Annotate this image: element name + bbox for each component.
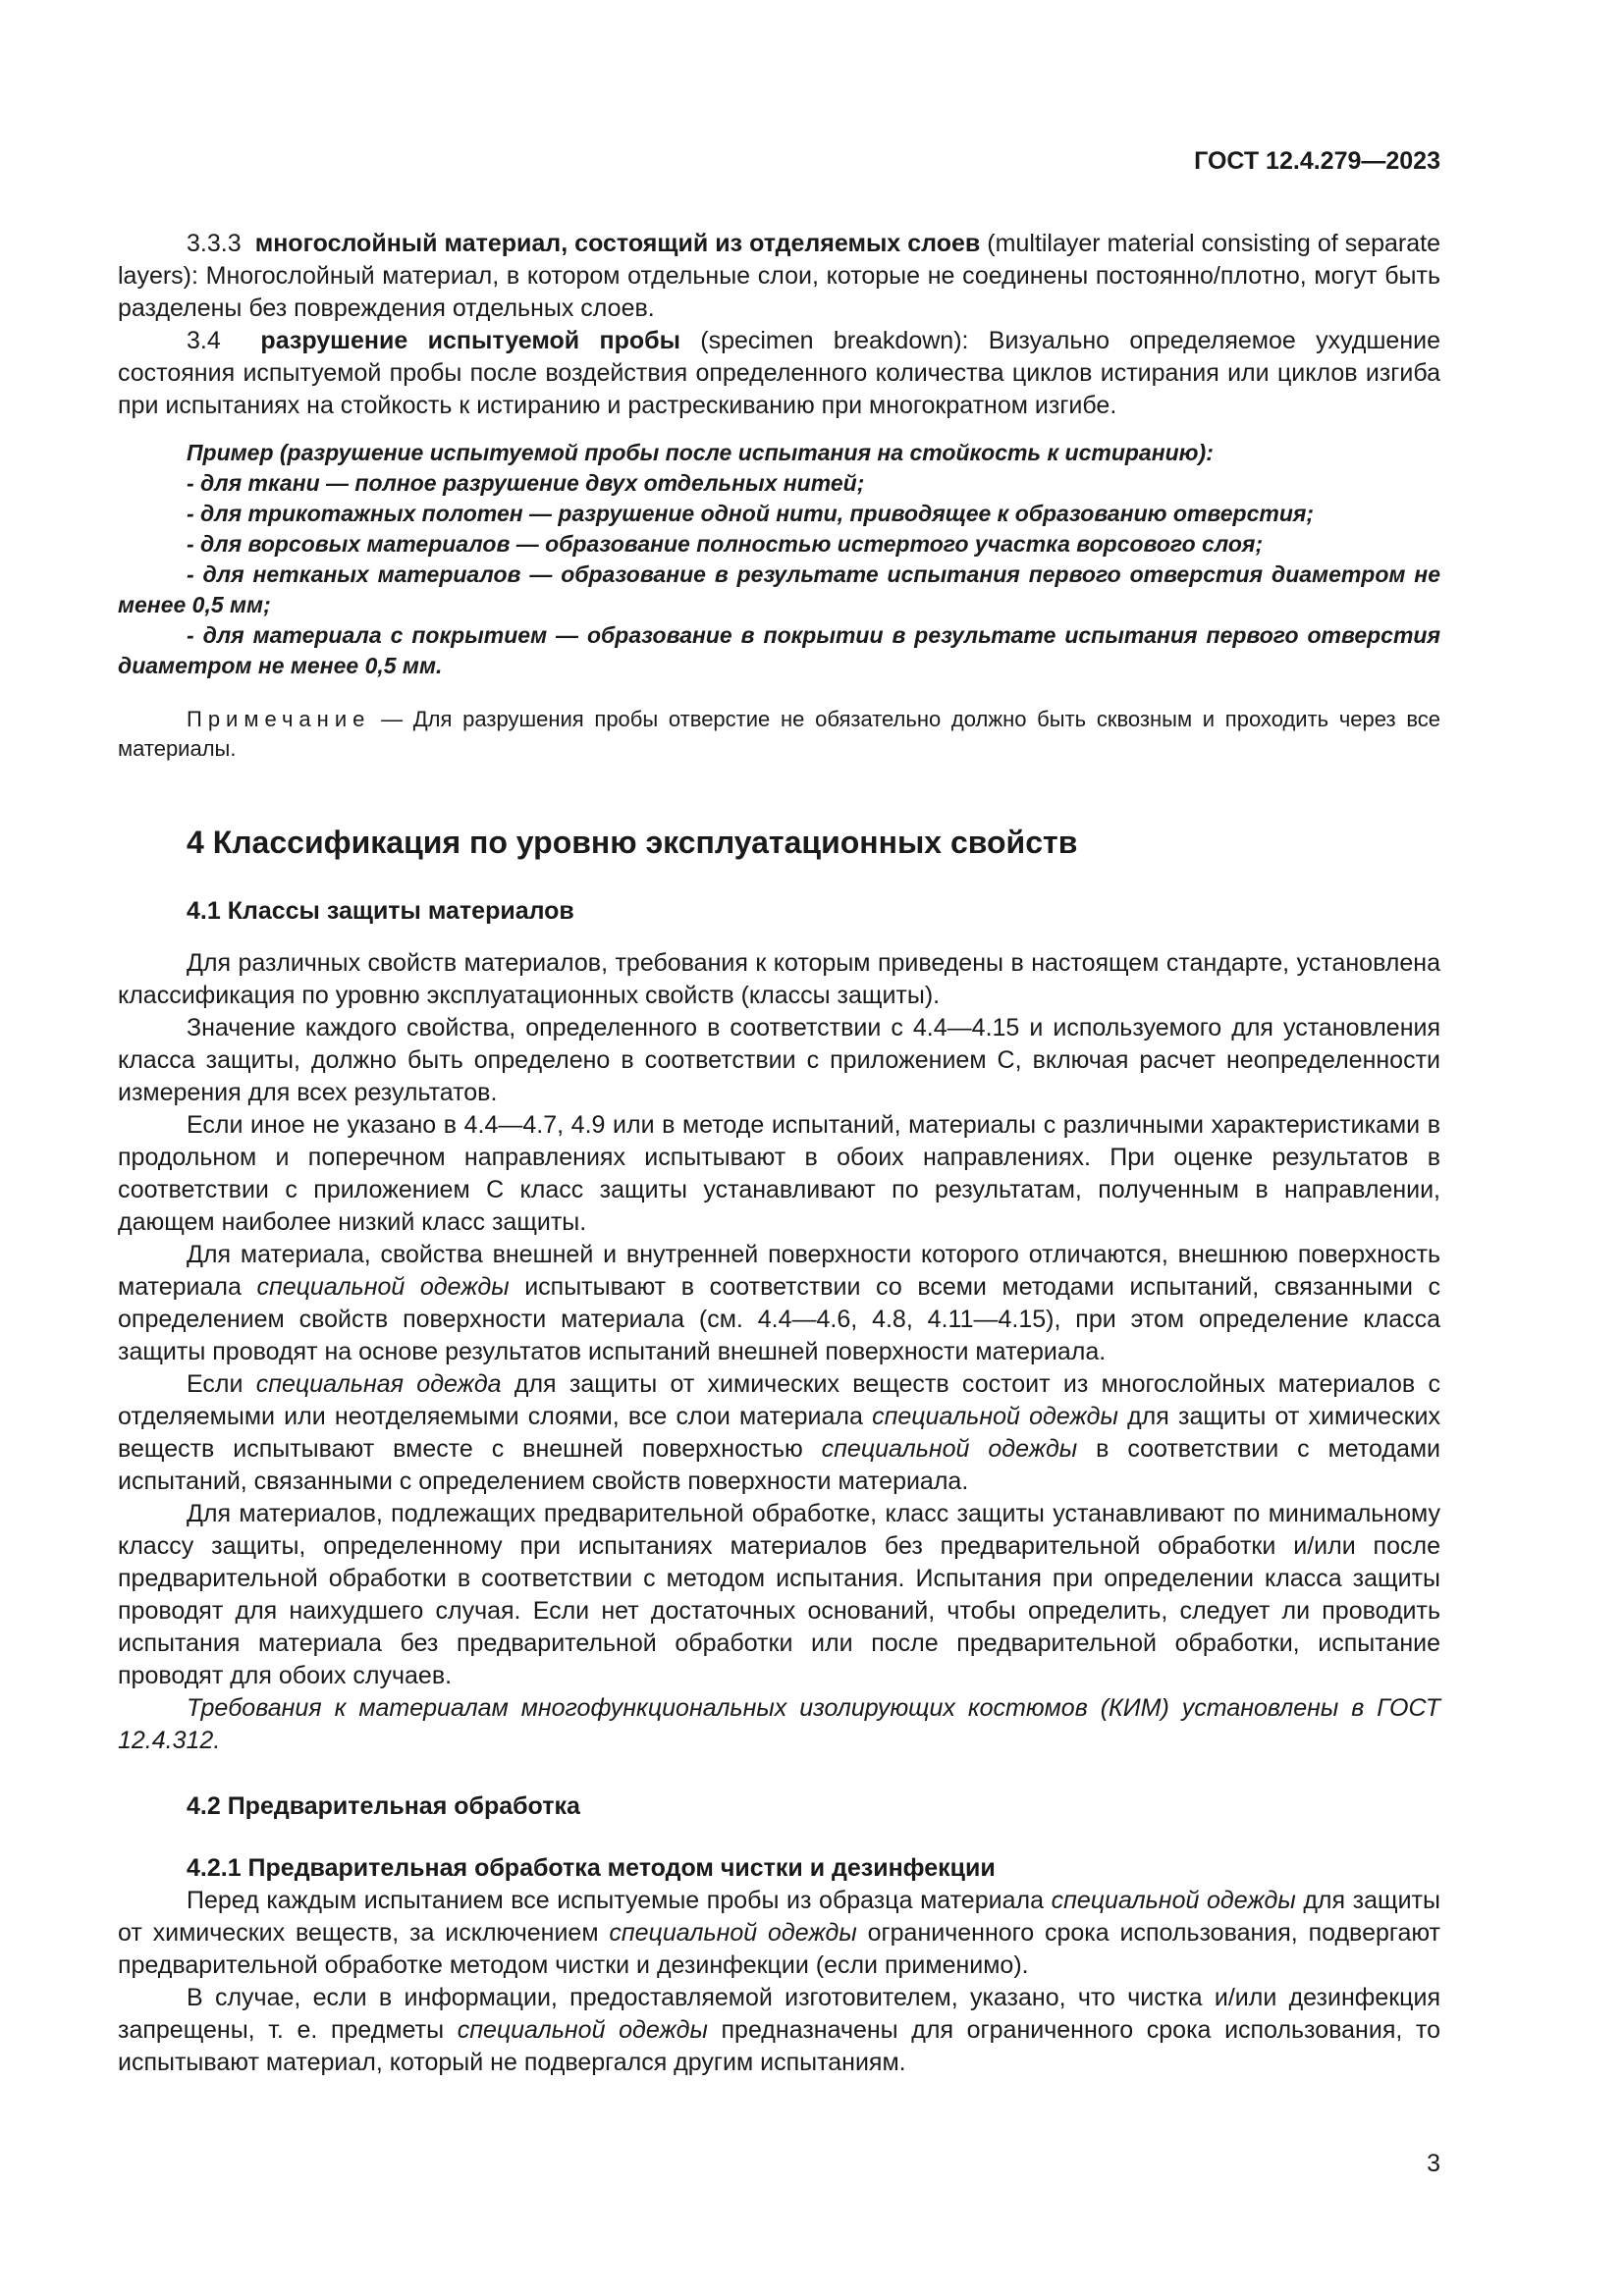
italic-term: специальной одежды [821,1435,1078,1463]
italic-term: специальной одежды [872,1403,1118,1430]
example-item: - для ткани — полное разрушение двух отдельных нитей; [187,470,865,496]
italic-term: специальной одежды [1051,1887,1296,1914]
text-run: Если [187,1370,256,1398]
example-item: - для трикотажных полотен — разрушение одной нити, приводящее к образованию отверстия; [187,501,1315,526]
text-run: в соответствии с методами испытаний, связанными с определением свойств поверхности материала. [118,1435,1441,1495]
paragraph [118,1239,1440,1368]
text-run: для защиты от химических веществ, за исключением [118,1887,1440,1947]
paragraph [118,1368,1440,1498]
example-block [118,438,1440,681]
paragraph: Для материалов, подлежащих предварительной обработке, класс защиты устанавливают по минимальному классу защиты, определенному при испытаниях материалов без предварительной обработки и/или после предварительной обработки в соответствии с методом испытания. Испытания при определении класса защиты проводят для наихудшего случая. Если нет достаточных оснований, чтобы определить, следует ли проводить испытания материала без предварительной обработки или после предварительной обработки, испытание проводят для обоих случаев. [118,1500,1440,1689]
term-definition: Визуально определяемое ухудшение состояния испытуемой пробы после воздействия определенного количества циклов истирания или циклов изгиба при испытаниях на стойкость к истиранию и растрескиванию при многократном изгибе. [118,327,1440,419]
italic-term: специальной одежды [457,2016,708,2044]
paragraph: Для различных свойств материалов, требования к которым приведены в настоящем стандарте, установлена классификация по уровню эксплуатационных свойств (классы защиты). [118,949,1440,1009]
text-run: Для материала, свойства внешней и внутренней поверхности которого отличаются, внешнюю поверхность материала [118,1241,1440,1301]
paragraph [118,1885,1440,1982]
text-run: В случае, если в информации, предоставляемой изготовителем, указано, что чистка и/или дезинфекция запрещены, т. е. предметы [118,1984,1440,2044]
term-3-4 [118,325,1440,422]
term-english: (specimen breakdown): [679,327,989,354]
section-4-2-1-title: 4.2.1 Предварительная обработка методом чистки и дезинфекции [187,1854,996,1882]
text-run: Перед каждым испытанием все испытуемые пробы из образца материала [187,1887,1052,1914]
note [118,705,1440,764]
term-number: 3.3.3 [187,230,242,257]
section-4-1-title: 4.1 Классы защиты материалов [187,897,574,925]
example-item: - для ворсовых материалов — образование полностью истертого участка ворсового слоя; [187,531,1264,557]
term-number: 3.4 [187,327,221,354]
italic-term: специальной одежды [609,1919,857,1947]
text-run: испытывают в соответствии со всеми методами испытаний, связанными с определением свойств поверхности материала (см. 4.4—4.6, 4.8, 4.11—4.15), при этом определение класса защиты проводят на основе результатов испытаний внешней поверхности материала. [118,1273,1441,1365]
document-header: ГОСТ 12.4.279—2023 [1194,147,1440,175]
note-label: Примечание [187,707,371,731]
section-4-2-title: 4.2 Предварительная обработка [187,1792,580,1820]
italic-term: специальная одежда [255,1370,502,1398]
term-english: (multilayer material consisting of separate layers): [118,230,1441,290]
page-number: 3 [1427,2150,1440,2177]
text-run: ограниченного срока использования, подвергают предварительной обработке методом чистки и дезинфекции (если применимо). [118,1919,1440,1979]
term-title: разрушение испытуемой пробы [260,327,680,354]
example-item: - для материала с покрытием — образование в покрытии в результате испытания первого отверстия диаметром не менее 0,5 мм. [118,622,1440,678]
paragraph: Если иное не указано в 4.4—4.7, 4.9 или в методе испытаний, материалы с различными характеристиками в продольном и поперечном направлениях испытывают в обоих направлениях. При оценке результатов в соответствии с приложением С класс защиты устанавливают по результатам, полученным в направлении, дающем наиболее низкий класс защиты. [118,1111,1440,1236]
paragraph-italic [118,1692,1440,1757]
paragraph: Значение каждого свойства, определенного в соответствии с 4.4—4.15 и используемого для установления класса защиты, должно быть определено в соответствии с приложением С, включая расчет неопределенности измерения для всех результатов. [118,1014,1440,1106]
note-text: — Для разрушения пробы отверстие не обязательно должно быть сквозным и проходить через все материалы. [118,707,1440,761]
term-definition: Многослойный материал, в котором отдельные слои, которые не соединены постоянно/плотно, могут быть разделены без повреждения отдельных слоев. [118,262,1441,322]
text-run: для защиты от химических веществ состоит из многослойных материалов с отделяемыми или неотделяемыми слоями, все слои материала [118,1370,1440,1430]
italic-term: специальной одежды [256,1273,510,1301]
term-title: многослойный материал, состоящий из отделяемых слоев [254,230,981,257]
page-content [118,228,1440,2079]
text-run: для защиты от химических веществ испытывают вместе с внешней поверхностью [118,1403,1440,1463]
text-run: предназначены для ограниченного срока использования, то испытывают материал, который не подвергался другим испытаниям. [118,2016,1441,2076]
example-item: - для нетканых материалов — образование в результате испытания первого отверстия диаметром не менее 0,5 мм; [118,561,1440,617]
italic-paragraph-text: Требования к материалам многофункциональных изолирующих костюмов (КИМ) установлены в ГОСТ 12.4.312. [118,1694,1440,1754]
section-4-title: 4 Классификация по уровню эксплуатационных свойств [187,825,1078,860]
term-3-3-3 [118,228,1440,325]
example-title: Пример (разрушение испытуемой пробы после испытания на стойкость к истиранию): [187,440,1214,465]
paragraph [118,1982,1440,2079]
